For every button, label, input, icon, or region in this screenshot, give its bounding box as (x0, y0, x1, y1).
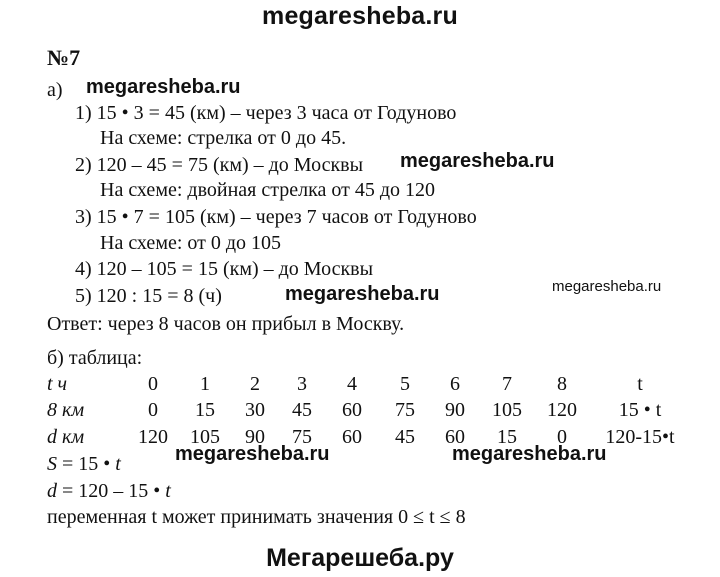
step-1: 1) 15 • 3 = 45 (км) – через 3 часа от Годуново (75, 102, 457, 124)
table-cell: 15 (195, 399, 215, 421)
table-cell: 75 (292, 426, 312, 448)
formula-s-symbol: S (47, 453, 57, 475)
table-cell: 45 (395, 426, 415, 448)
table-cell: 90 (445, 399, 465, 421)
table-cell: 75 (395, 399, 415, 421)
table-cell: 1 (200, 373, 210, 395)
step-3-scheme: На схеме: от 0 до 105 (100, 232, 282, 254)
table-cell: 60 (342, 399, 362, 421)
formula-s-variable: t (115, 453, 121, 475)
watermark-a: megaresheba.ru (86, 76, 241, 98)
table-row-head: d км (47, 426, 85, 448)
answer: Ответ: через 8 часов он прибыл в Москву. (47, 313, 405, 335)
table-cell: 6 (450, 373, 460, 395)
formula-d-expression: = 120 – 15 • (57, 480, 166, 502)
table-cell: t (637, 373, 643, 395)
table-cell: 30 (245, 399, 265, 421)
table-row-head: 8 км (47, 399, 85, 421)
step-2-scheme: На схеме: двойная стрелка от 45 до 120 (100, 179, 436, 201)
domain-note: переменная t может принимать значения 0 ≤ t ≤ 8 (47, 506, 466, 528)
watermark-mid-center: megaresheba.ru (285, 283, 440, 305)
watermark-table-left: megaresheba.ru (175, 443, 330, 465)
step-5: 5) 120 : 15 = 8 (ч) (75, 285, 222, 307)
table-cell: 120 (138, 426, 168, 448)
watermark-small-right: megaresheba.ru (552, 278, 662, 295)
step-4: 4) 120 – 105 = 15 (км) – до Москвы (75, 258, 374, 280)
table-cell: 0 (148, 373, 158, 395)
step-3: 3) 15 • 7 = 105 (км) – через 7 часов от Годуново (75, 206, 477, 228)
table-cell: 7 (502, 373, 512, 395)
table-cell: 60 (445, 426, 465, 448)
watermark-mid-right: megaresheba.ru (400, 150, 555, 172)
table-cell: 15 (497, 426, 517, 448)
step-1-scheme: На схеме: стрелка от 0 до 45. (100, 127, 347, 149)
table-cell: 5 (400, 373, 410, 395)
table-cell: 2 (250, 373, 260, 395)
table-cell: 0 (557, 426, 567, 448)
watermark-top: megaresheba.ru (262, 2, 458, 30)
table-cell: 15 • t (618, 399, 662, 421)
formula-d (47, 479, 171, 503)
formula-s (47, 452, 121, 476)
problem-number: №7 (47, 45, 81, 70)
step-2: 2) 120 – 45 = 75 (км) – до Москвы (75, 154, 364, 176)
table-row-head: t ч (47, 373, 68, 395)
table-cell: 0 (148, 399, 158, 421)
table-cell: 120 (547, 399, 577, 421)
watermark-bottom: Мегарешеба.ру (266, 544, 454, 572)
table-cell: 60 (342, 426, 362, 448)
table-cell: 4 (347, 373, 357, 395)
table-cell: 45 (292, 399, 312, 421)
table-cell: 105 (492, 399, 522, 421)
part-a-label: а) (47, 79, 63, 101)
table-cell: 90 (245, 426, 265, 448)
watermark-table-right: megaresheba.ru (452, 443, 607, 465)
formula-s-expression: = 15 • (57, 453, 116, 475)
table-cell: 8 (557, 373, 567, 395)
formula-d-variable: t (165, 480, 171, 502)
table-cell: 105 (190, 426, 220, 448)
part-b-label: б) таблица: (47, 347, 143, 369)
table-cell: 120-15•t (605, 426, 675, 448)
table-cell: 3 (297, 373, 307, 395)
formula-d-symbol: d (47, 480, 57, 502)
